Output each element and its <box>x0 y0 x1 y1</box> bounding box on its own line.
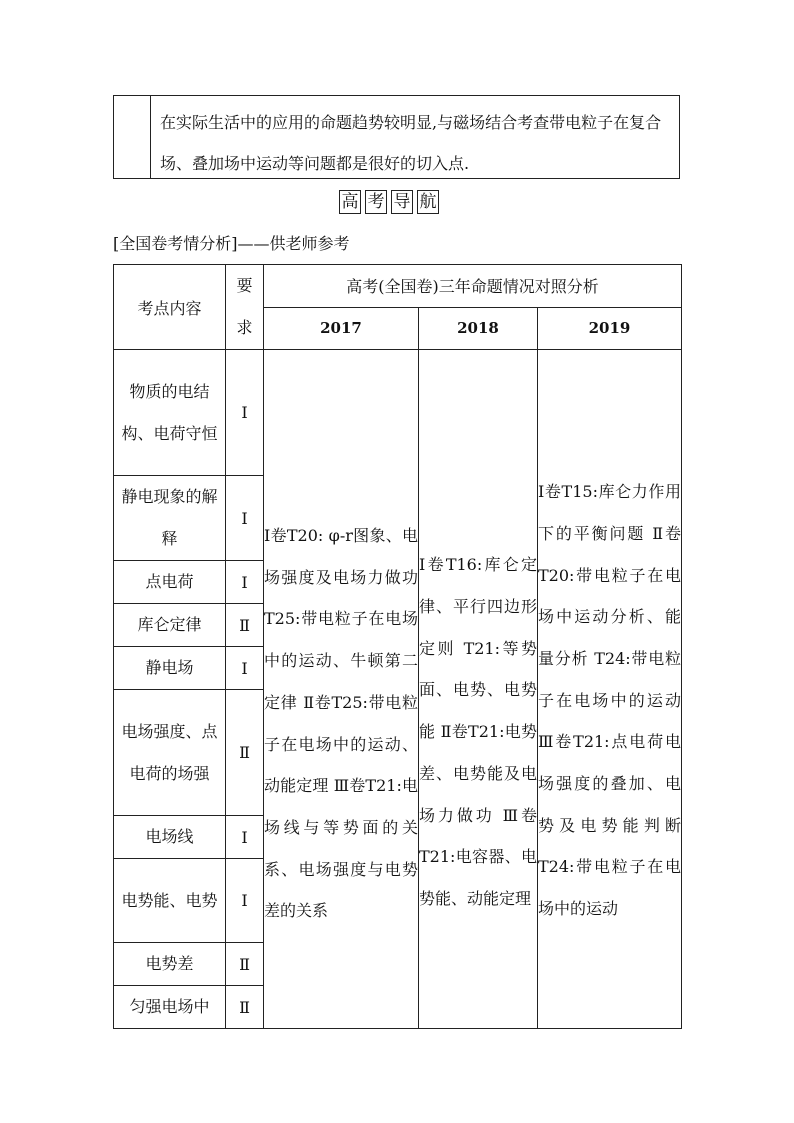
requirement-cell: Ⅰ <box>226 350 264 476</box>
requirement-cell: Ⅱ <box>226 943 264 986</box>
year-2019: 2019 <box>538 307 682 350</box>
title-char: 高 <box>339 190 361 214</box>
requirement-cell: Ⅰ <box>226 816 264 859</box>
year-2017: 2017 <box>264 307 419 350</box>
title-char: 导 <box>391 190 413 214</box>
top-text-box <box>113 95 680 179</box>
requirement-cell: Ⅰ <box>226 476 264 561</box>
analysis-2019: Ⅰ卷T15:库仑力作用下的平衡问题 Ⅱ卷T20:带电粒子在电场中运动分析、能量分析 T24:带电粒子在电场中的运动 Ⅲ卷T21:点电荷电场强度的叠加、电势及电势能判断 T24:带电粒子在电场中的运动 <box>538 350 682 1029</box>
topic-cell: 电场强度、点电荷的场强 <box>114 690 226 816</box>
analysis-2017: Ⅰ卷T20: φ-r图象、电场强度及电场力做功 T25:带电粒子在电场中的运动、牛顿第二定律 Ⅱ卷T25:带电粒子在电场中的运动、动能定理 Ⅲ卷T21:电场线与等势面的关系、电场强度与电势差的关系 <box>264 350 419 1029</box>
header-topic: 考点内容 <box>114 265 226 350</box>
requirement-cell: Ⅰ <box>226 561 264 604</box>
top-box-text: 在实际生活中的应用的命题趋势较明显,与磁场结合考查带电粒子在复合场、叠加场中运动等问题都是很好的切入点. <box>160 113 662 173</box>
topic-cell: 物质的电结构、电荷守恒 <box>114 350 226 476</box>
exam-analysis-table <box>113 264 682 1029</box>
topic-cell: 库仑定律 <box>114 604 226 647</box>
requirement-cell: Ⅱ <box>226 604 264 647</box>
analysis-2018: Ⅰ卷T16:库仑定律、平行四边形定则 T21:等势面、电势、电势能 Ⅱ卷T21:电势差、电势能及电场力做功 Ⅲ卷T21:电容器、电势能、动能定理 <box>419 350 538 1029</box>
topic-cell: 静电场 <box>114 647 226 690</box>
requirement-cell: Ⅰ <box>226 647 264 690</box>
topic-cell: 点电荷 <box>114 561 226 604</box>
requirement-cell: Ⅱ <box>226 986 264 1029</box>
topic-cell: 电势差 <box>114 943 226 986</box>
table-row <box>114 350 682 476</box>
topic-cell: 电场线 <box>114 816 226 859</box>
section-title-gaokao-daohang <box>339 190 439 216</box>
title-char: 航 <box>417 190 439 214</box>
subheading: [全国卷考情分析]——供老师参考 <box>113 234 350 253</box>
topic-cell: 电势能、电势 <box>114 859 226 943</box>
header-requirement: 要求 <box>226 265 264 350</box>
header-row <box>114 265 682 308</box>
year-2018: 2018 <box>419 307 538 350</box>
requirement-cell: Ⅰ <box>226 859 264 943</box>
requirement-cell: Ⅱ <box>226 690 264 816</box>
title-char: 考 <box>365 190 387 214</box>
header-analysis: 高考(全国卷)三年命题情况对照分析 <box>264 265 682 308</box>
top-box-label-cell <box>114 96 151 178</box>
topic-cell: 静电现象的解释 <box>114 476 226 561</box>
topic-cell: 匀强电场中 <box>114 986 226 1029</box>
